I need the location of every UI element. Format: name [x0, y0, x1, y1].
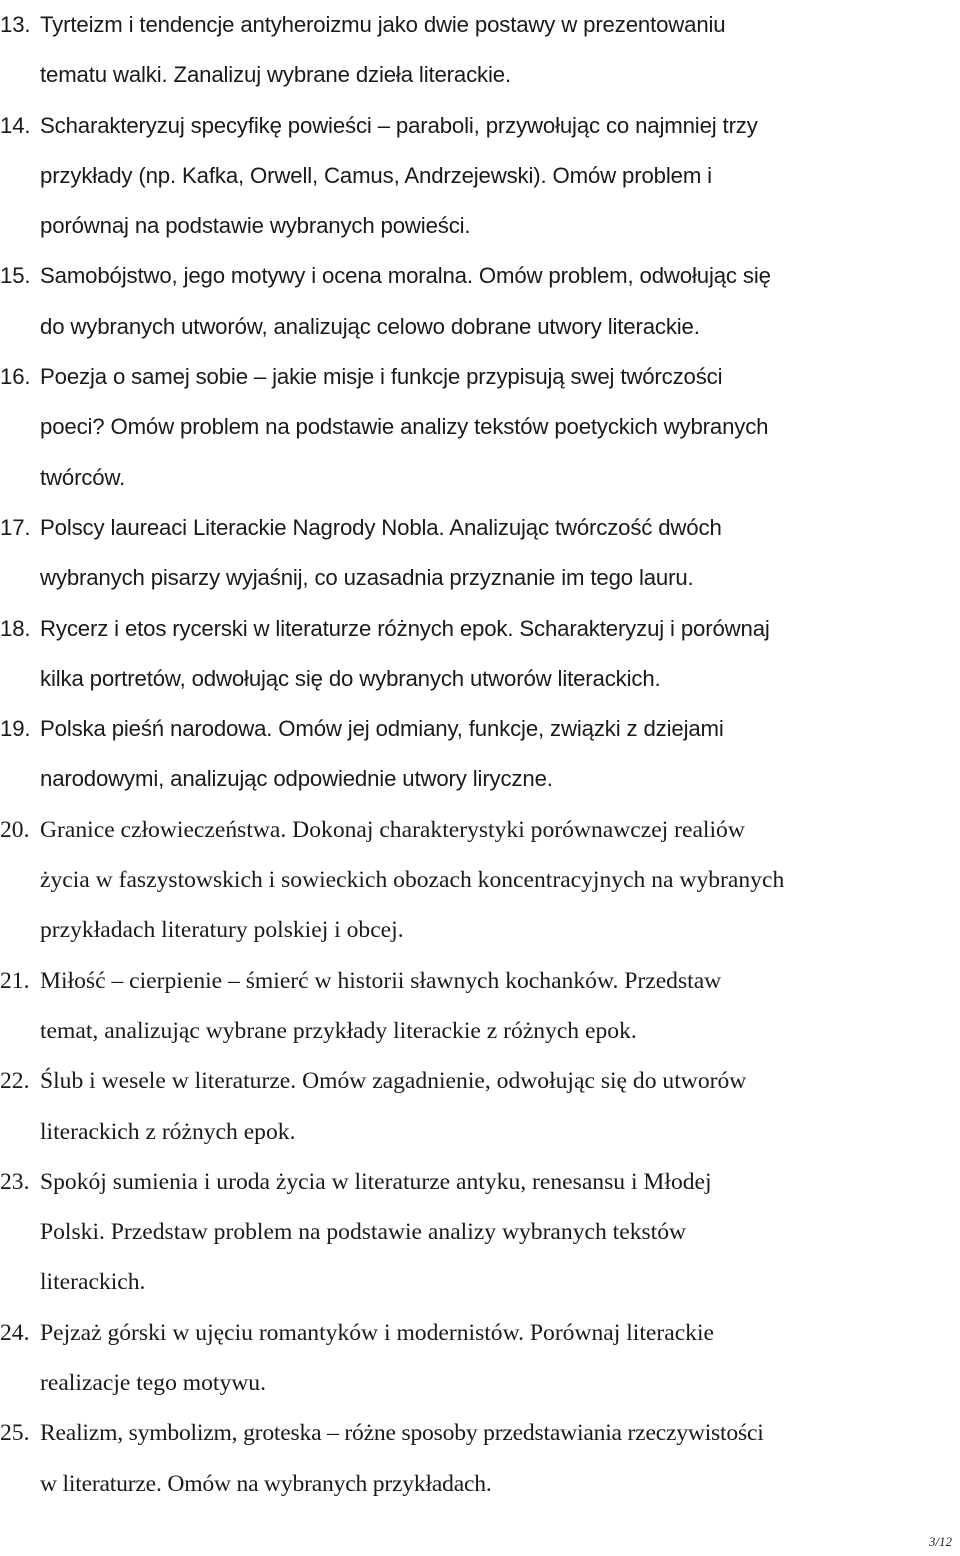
topic-item-18 [0, 604, 960, 705]
topic-line: do wybranych utworów, analizując celowo dobrane utwory literackie. [40, 313, 700, 339]
topic-text [40, 101, 960, 252]
topic-line: Spokój sumienia i uroda życia w literaturze antyku, renesansu i Młodej [40, 1168, 712, 1195]
topic-number: 23. [0, 1168, 30, 1195]
topic-text [40, 0, 960, 101]
topic-number: 24. [0, 1319, 30, 1346]
topic-line: Polski. Przedstaw problem na podstawie analizy wybranych tekstów [40, 1219, 687, 1246]
topic-line: literackich z różnych epok. [40, 1118, 296, 1145]
topic-item-24 [0, 1308, 960, 1409]
topic-line: twórców. [40, 464, 126, 490]
topic-line: tematu walki. Zanalizuj wybrane dzieła literackie. [40, 62, 511, 88]
topic-line: Polska pieśń narodowa. Omów jej odmiany, funkcje, związki z dziejami [40, 716, 724, 742]
topic-text [40, 704, 960, 805]
topic-line: Ślub i wesele w literaturze. Omów zagadnienie, odwołując się do utworów [40, 1068, 747, 1095]
topic-line: przykłady (np. Kafka, Orwell, Camus, Andrzejewski). Omów problem i [40, 162, 712, 188]
topic-text [40, 1056, 960, 1157]
topic-line: Tyrteizm i tendencje antyheroizmu jako dwie postawy w prezentowaniu [40, 12, 726, 37]
topic-line: Granice człowieczeństwa. Dokonaj charakterystyki porównawczej realiów [40, 816, 745, 843]
topic-line: Poezja o samej sobie – jakie misje i funkcje przypisują swej twórczości [40, 364, 723, 390]
topic-number: 17. [0, 514, 31, 540]
topic-text [40, 503, 960, 604]
topic-number: 21. [0, 967, 30, 994]
topic-item-14 [0, 101, 960, 252]
topic-number: 20. [0, 816, 30, 843]
page-number: 3/12 [928, 1534, 952, 1549]
topic-item-25 [0, 1408, 960, 1509]
topic-item-22 [0, 1056, 960, 1157]
topic-line: temat, analizując wybrane przykłady literackie z różnych epok. [40, 1017, 637, 1044]
topic-text [40, 805, 960, 956]
topic-number: 16. [0, 364, 31, 390]
topic-item-21 [0, 956, 960, 1057]
topic-line: wybranych pisarzy wyjaśnij, co uzasadnia przyznanie im tego lauru. [40, 565, 694, 591]
topic-text [40, 956, 960, 1057]
topic-text [40, 604, 960, 705]
topic-line: realizacje tego motywu. [40, 1370, 267, 1397]
topic-line: w literaturze. Omów na wybranych przykładach. [40, 1470, 492, 1497]
topic-text [40, 1408, 960, 1509]
topic-number: 15. [0, 263, 31, 289]
topic-line: Realizm, symbolizm, groteska – różne sposoby przedstawiania rzeczywistości [40, 1420, 764, 1447]
topic-text [40, 1308, 960, 1409]
topic-item-16 [0, 352, 960, 503]
topic-line: kilka portretów, odwołując się do wybranych utworów literackich. [40, 665, 661, 691]
topic-line: literackich. [40, 1269, 146, 1296]
topic-line: porównaj na podstawie wybranych powieści. [40, 213, 471, 239]
topic-line: przykładach literatury polskiej i obcej. [40, 917, 404, 944]
topic-line: życia w faszystowskich i sowieckich obozach koncentracyjnych na wybranych [40, 867, 785, 894]
topic-number: 19. [0, 716, 31, 742]
topic-text [40, 1157, 960, 1308]
topic-number: 25. [0, 1420, 30, 1447]
topic-line: narodowymi, analizując odpowiednie utwory liryczne. [40, 766, 553, 792]
topic-line: Samobójstwo, jego motywy i ocena moralna. Omów problem, odwołując się [40, 263, 771, 289]
topic-line: Polscy laureaci Literackie Nagrody Nobla. Analizując twórczość dwóch [40, 514, 722, 540]
topic-line: poeci? Omów problem na podstawie analizy tekstów poetyckich wybranych [40, 414, 769, 440]
topic-item-15 [0, 251, 960, 352]
topic-line: Rycerz i etos rycerski w literaturze różnych epok. Scharakteryzuj i porównaj [40, 615, 770, 641]
topic-item-17 [0, 503, 960, 604]
topic-number: 13. [0, 12, 31, 37]
topic-text [40, 352, 960, 503]
topic-line: Miłość – cierpienie – śmierć w historii sławnych kochanków. Przedstaw [40, 967, 722, 994]
topic-line: Pejzaż górski w ujęciu romantyków i modernistów. Porównaj literackie [40, 1319, 714, 1346]
topic-item-23 [0, 1157, 960, 1308]
topic-item-20 [0, 805, 960, 956]
topic-item-19 [0, 704, 960, 805]
topic-number: 22. [0, 1068, 30, 1095]
topic-text [40, 251, 960, 352]
topic-number: 18. [0, 615, 31, 641]
topic-line: Scharakteryzuj specyfikę powieści – paraboli, przywołując co najmniej trzy [40, 112, 758, 138]
topic-number: 14. [0, 112, 31, 138]
topic-item-13 [0, 0, 960, 101]
